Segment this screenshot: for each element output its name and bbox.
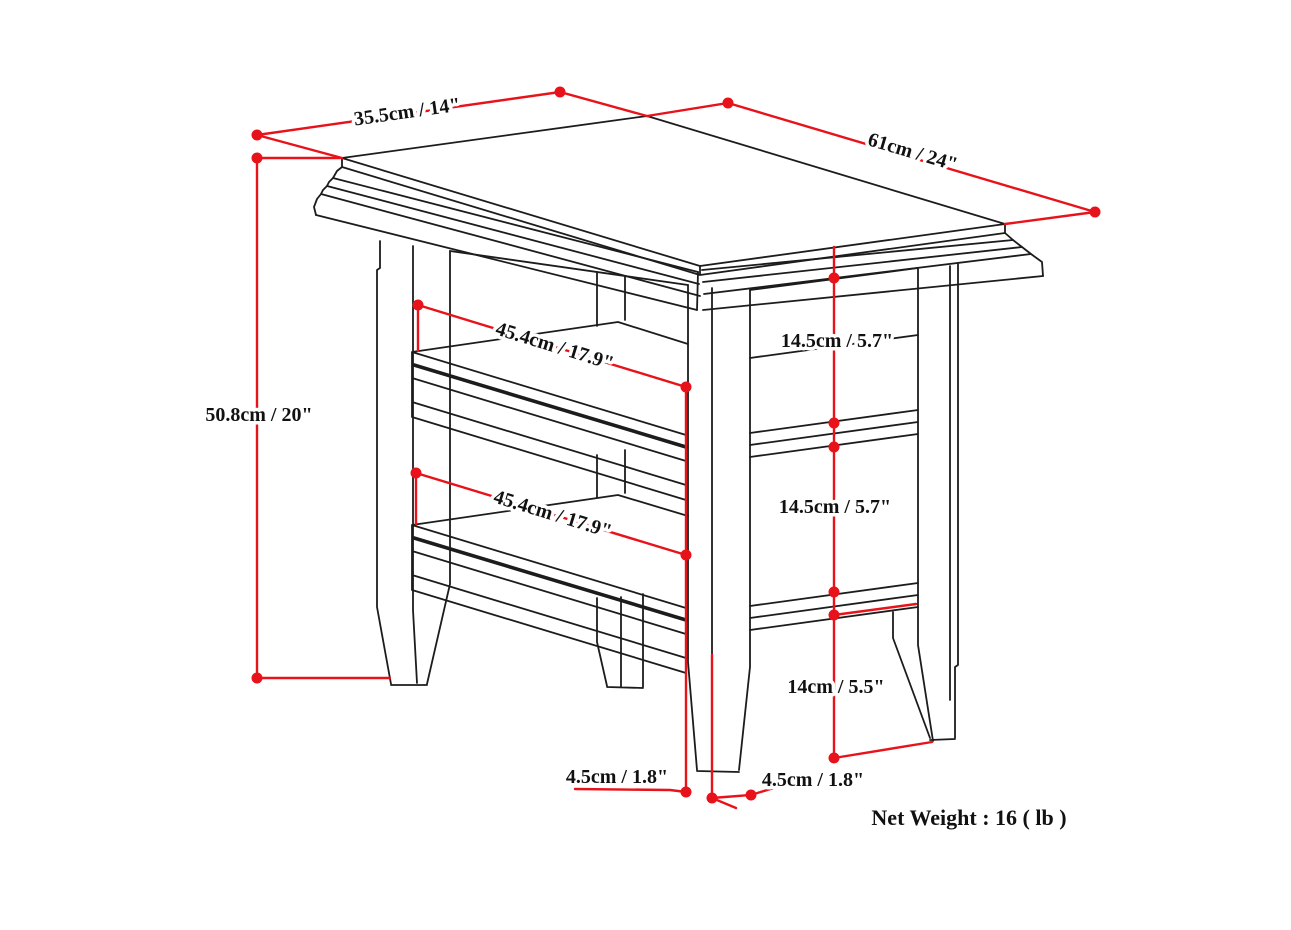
label-top-depth: 35.5cm / 14" xyxy=(352,93,462,131)
molding-left-profile xyxy=(314,167,342,215)
label-clearance-upper: 14.5cm / 5.7" xyxy=(780,330,894,352)
net-weight-label: Net Weight : 16 ( lb ) xyxy=(871,805,1067,830)
table-linework xyxy=(314,116,1043,772)
label-height: 50.8cm / 20" xyxy=(205,404,313,426)
molding-front-lines xyxy=(316,178,700,310)
leg-right xyxy=(893,264,958,741)
label-leg-clearance: 14cm / 5.5" xyxy=(787,676,885,698)
dim-front-vertical xyxy=(681,387,692,798)
dim-top-length xyxy=(647,98,1101,225)
shelf-lower-front-shadow xyxy=(414,538,686,620)
label-leg-thickness-right: 4.5cm / 1.8" xyxy=(761,769,865,791)
label-shelf-lower: 45.4cm / 17.9" xyxy=(491,485,615,543)
molding-front-corner xyxy=(697,272,698,310)
label-shelf-upper: 45.4cm / 17.9" xyxy=(493,317,617,375)
label-clearance-lower: 14.5cm / 5.7" xyxy=(778,496,892,518)
label-top-length: 61cm / 24" xyxy=(865,128,961,176)
leg-front-center xyxy=(688,285,750,772)
label-leg-thickness-left: 4.5cm / 1.8" xyxy=(565,766,669,788)
shelf-upper-front-shadow xyxy=(414,365,686,447)
